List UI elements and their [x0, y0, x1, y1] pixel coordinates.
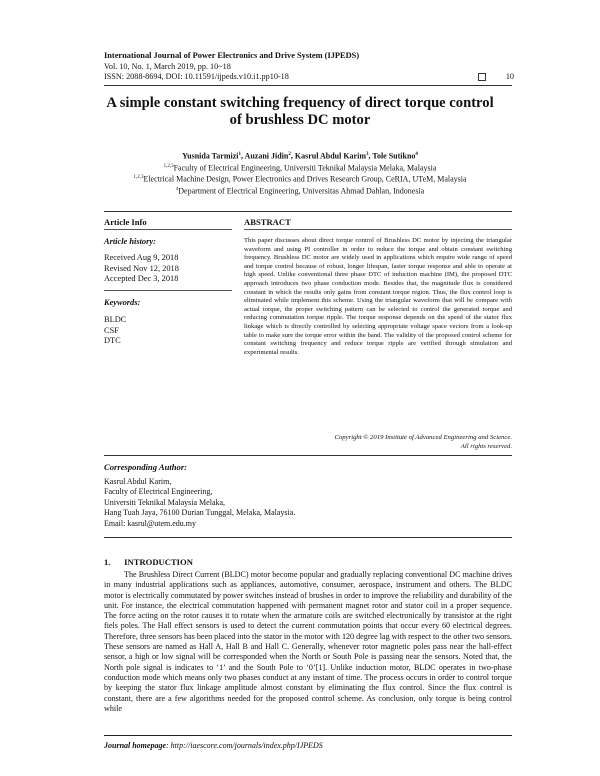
revised-date: Revised Nov 12, 2018: [104, 263, 179, 273]
article-info-heading: Article Info: [104, 217, 147, 227]
footer-divider: [104, 735, 512, 736]
section-heading: [104, 557, 193, 567]
copyright-line-2: All rights reserved.: [460, 443, 512, 450]
corresponding-divider: [104, 455, 512, 456]
page-number: 10: [505, 72, 514, 82]
author-block: [80, 150, 520, 197]
author-4-sup: 4: [415, 152, 418, 157]
received-date: Received Aug 9, 2018: [104, 253, 179, 262]
title-line-2: of brushless DC motor: [229, 112, 371, 128]
keywords-heading: Keywords:: [104, 298, 141, 307]
article-info-divider: [104, 229, 232, 230]
keyword-2: CSF: [104, 325, 119, 335]
corresponding-email: Email: kasrul@utem.edu.my: [104, 518, 197, 528]
affiliation-1: [80, 162, 520, 174]
keyword-1: BLDC: [104, 315, 127, 324]
info-top-divider: [104, 211, 512, 212]
author-3-sup: 3: [365, 152, 369, 157]
affiliation-1-text: Faculty of Electrical Engineering, Universiti Teknikal Malaysia Melaka, Malaysia: [173, 163, 437, 173]
journal-name: International Journal of Power Electronics and Drive System (IJPEDS): [104, 51, 360, 60]
affiliation-3-text: Department of Electrical Engineering, Universitas Ahmad Dahlan, Indonesia: [178, 186, 425, 196]
abstract-divider: [244, 229, 512, 230]
corresponding-address: Hang Tuah Jaya, 76100 Durian Tunggal, Melaka, Malaysia.: [104, 508, 296, 518]
affiliation-2-sup: 1,2,3: [133, 175, 144, 181]
journal-issn-row: [104, 72, 514, 83]
author-4: , Tole Sutikno: [368, 151, 416, 161]
paper-title: [70, 95, 530, 129]
journal-header: [104, 51, 514, 83]
author-names: [80, 150, 520, 162]
author-3: , Kasrul Abdul Karim: [290, 151, 366, 161]
footer-label: Journal homepage: [104, 741, 167, 750]
copyright-line-1: Copyright © 2019 Institute of Advanced Engineering and Science.: [334, 434, 512, 441]
article-history: [104, 253, 234, 285]
section-divider: [104, 537, 512, 538]
footer-url[interactable]: : http://iaescore.com/journals/index.php/IJPEDS: [166, 741, 323, 750]
author-2: , Auzani Jidin: [241, 151, 289, 161]
abstract-text: This paper discusses about direct torque control of Brushless DC motor by injecting the triangular waveform and using PI controller in order to reduce the torque and obtain constant switching frequency. Brushless DC motor are widely used in applications which require wide range of speed and torque control because of robust, longer lifespan, faster torque response and able to operate at high speed. Unlike conventional three phase DTC of induction machine (IM), the proposed DTC approach introduces two phase conduction mode. Besides that, the magnitude flux is considered constant in which the results only gains from constant torque region. Thus, the flux control loop is eliminated while implement this scheme. Using the triangular waveform that will be compare with actual torque, the proper switching pattern can be selected to control the generated torque and reducing commutation torque ripple. The torque response depends on the speed of the stator flux linkage which is directly controlled by selecting appropriate voltage space vectors from a look-up table to make sure the torque error within the band. The validity of the proposed control scheme for constant switching frequency and reduce torque ripple are verified through simulation and experimental results.: [244, 237, 512, 356]
abstract-heading: ABSTRACT: [244, 217, 291, 227]
history-heading: Article history:: [104, 237, 156, 246]
section-number: 1.: [104, 557, 111, 567]
author-1-sup: 1: [238, 152, 241, 157]
corresponding-faculty: Faculty of Electrical Engineering,: [104, 487, 213, 497]
affiliation-1-sup: 1,2,3: [163, 163, 174, 169]
affiliation-3: [80, 185, 520, 197]
keywords-divider: [104, 290, 232, 291]
introduction-text: The Brushless Direct Current (BLDC) motor become popular and gradually replacing conventional DC machine drives in many industrial applications such as appliances, automotive, consumer, aerospace, instrument and others. The BLDC motor is electrically commutated by power switches instead of brushes in order to improve the reliability and durability of the unit. For instance, the electrical commutation happened with permanent magnet rotor and stator coil in a proper sequence. The force acting on the rotor causes it to rotate when the armature coils are switched electronically by transistor at the right fiels poles. The Hall effect sensors is used to detect the current commutation points that occur every 60 electrical degrees. Therefore, three sensors has been placed into the stator in the motor with 120 degree lag with respect to the other two sensors. These sensors are named as Hall A, Hall B and Hall C. Generally, whenever rotor magnetic poles pass near the hall-effect sensor, a high or low signal will be corresponded when the North or South Pole is passing near the sensors. Noted that, the North pole signal is indicates to ‘1’ and the South Pole to ‘0’[1]. Unlike induction motor, BLDC operates in two-phase conduction mode which means only two phases conduct at any instant of time. The process occurs in order to control torque by keeping the stator flux linkage amplitude almost constant by eliminating the flux control. Since the flux control is constant, there are a few algorithms needed for the proposed control scheme. As conclusion, only torque is being control while: [104, 570, 512, 713]
footer: [104, 741, 323, 750]
keywords-list: [104, 315, 234, 347]
accepted-date: Accepted Dec 3, 2018: [104, 274, 179, 284]
section-title: INTRODUCTION: [124, 557, 193, 567]
affiliation-2-text: Electrical Machine Design, Power Electronics and Drives Research Group, CeRIA, UTeM, Malaysia: [143, 174, 467, 184]
journal-issn: ISSN: 2088-8694, DOI: 10.11591/ijpeds.v10.i1.pp10-18: [104, 72, 289, 82]
author-2-sup: 2: [288, 152, 291, 157]
journal-volume: Vol. 10, No. 1, March 2019, pp. 10~18: [104, 61, 231, 71]
corresponding-details: [104, 477, 484, 529]
copyright-notice: [244, 433, 512, 451]
header-divider: [104, 85, 512, 86]
corresponding-name: Kasrul Abdul Karim,: [104, 477, 172, 486]
square-icon: [478, 73, 486, 81]
corresponding-university: Universiti Teknikal Malaysia Melaka,: [104, 497, 226, 507]
title-line-1: A simple constant switching frequency of direct torque control: [106, 95, 494, 111]
author-1: Yusnida Tarmizi: [182, 151, 239, 161]
keyword-3: DTC: [104, 336, 121, 346]
affiliation-2: [80, 173, 520, 185]
affiliation-3-sup: 4: [175, 186, 179, 192]
corresponding-heading: Corresponding Author:: [104, 462, 188, 472]
